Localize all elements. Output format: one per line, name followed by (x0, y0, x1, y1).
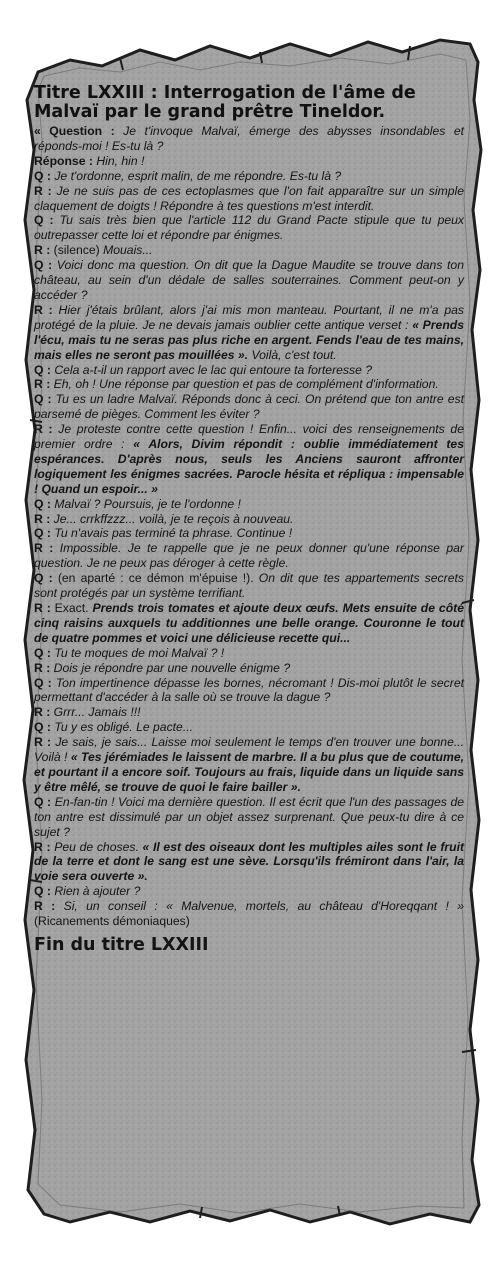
dialogue-entry (34, 795, 464, 840)
dialogue-entry (34, 154, 464, 169)
dialogue-entry (34, 735, 464, 795)
dialogue-text: Mouais... (99, 243, 153, 258)
dialogue-text: Hin, hin ! (96, 153, 145, 168)
dialogue-entry (34, 184, 464, 214)
dialogue-text: Malvaï ? Poursuis, je te l'ordonne ! (54, 496, 241, 511)
speaker-label: Q : (34, 675, 52, 690)
speaker-label: Q : (34, 720, 51, 735)
speaker-label: R : (34, 511, 51, 526)
speaker-label: Q : (34, 884, 51, 899)
dialogue-entry (34, 661, 464, 676)
speaker-label: Q : (34, 213, 54, 228)
dialogue-entry (34, 840, 464, 885)
speaker-label: R : (34, 735, 52, 750)
speaker-label: Q : (34, 496, 51, 511)
dialogue-entry (34, 541, 464, 571)
dialogue-text: (Ricanements démoniaques) (34, 914, 190, 929)
speaker-label: R : (34, 660, 51, 675)
dialogue-text: On dit que tes appartements secrets sont protégés par un système terrifiant. (34, 571, 464, 601)
dialogue-entry (34, 571, 464, 601)
speaker-label: R : (34, 183, 52, 198)
dialogue-entry (34, 422, 464, 497)
speaker-label: Q : (34, 526, 51, 541)
dialogue-entry (34, 258, 464, 303)
dialogue-text: Voici donc ma question. On dit que la Dague Maudite se trouve dans ton château, au sein d'un dédale de salles souterraines. Comment peut-on y accéder ? (34, 258, 464, 302)
dialogue-entry (34, 497, 464, 512)
dialogue-entry (34, 526, 464, 541)
end-title: Fin du titre LXXIII (34, 934, 209, 955)
dialogue-entry (34, 213, 464, 243)
speaker-label: R : (34, 541, 54, 556)
dialogue-entry (34, 646, 464, 661)
speaker-label: Q : (34, 258, 53, 273)
title-line-2: Malvaï par le grand prêtre Tineldor. (34, 102, 386, 122)
speaker-label: R : (34, 601, 51, 615)
speaker-label: Q : (34, 571, 53, 586)
dialogue-entry (34, 243, 464, 258)
document-body (34, 84, 464, 955)
title-line-1: Titre LXXIII : Interrogation de l'âme de (34, 83, 416, 103)
dialogue-text: Je... crrkffzzz... voilà, je te reçois à nouveau. (53, 511, 294, 526)
document-title (34, 84, 464, 122)
dialogue-text: Cela a-t-il un rapport avec le lac qui entoure ta forteresse ? (54, 362, 373, 377)
speaker-label: R : (34, 302, 53, 317)
riddle-text: « Il est des oiseaux dont les multiples ailes sont le fruit de la terre et dont le sang est une sève. Lorsqu'ils frémiront dans l'air, la voie sera ouverte ». (34, 839, 465, 884)
dialogue-text: Si, un conseil : « Malvenue, mortels, au château d'Horeqqant ! » (63, 899, 465, 914)
dialogue-text: Je t'ordonne, esprit malin, de me répondre. Es-tu là ? (54, 168, 342, 183)
dialogue-text: Tu es un ladre Malvaï. Réponds donc à ceci. On prétend que ton antre est parsemé de pièges. Comment les éviter ? (34, 392, 464, 422)
dialogue-text: Rien à ajouter ? (54, 884, 141, 899)
dialogue-text: Grrr... Jamais !!! (53, 705, 141, 720)
riddle-text: « Prends l'écu, mais tu ne seras pas plus riche en argent. Fends l'eau de tes mains, mais elles ne seront pas mouillées ». (34, 317, 464, 362)
dialogue-text: Tu n'avais pas terminé ta phrase. Continue ! (54, 526, 293, 541)
dialogue-entry (34, 377, 464, 392)
dialogue-text: Voilà, c'est tout. (248, 347, 337, 362)
dialogue-entry (34, 512, 464, 527)
dialogue-text: Je proteste contre cette question ! Enfin... voici des renseignements de premier ordre : (34, 422, 464, 452)
dialogue-entry (34, 392, 464, 422)
dialogue-entry (34, 884, 464, 899)
speaker-label: Q : (34, 362, 51, 377)
dialogue-entry (34, 676, 464, 706)
riddle-text: « Tes jérémiades le laissent de marbre. Il a bu plus que de coutume, et pourtant il a encore soif. Toujours au frais, liquide dans un liquide sans y être mêlé, se trouve de quoi le faire bailler ». (34, 750, 464, 794)
riddle-text: « Alors, Divim répondit : oublie immédiatement tes espérances. D'après nous, seuls les Anciens sauront affronter logiquement les énigmes sacrées. Parocle hésita et répliqua : impensable ! Quand un espoir... » (34, 437, 464, 496)
dialogue-text: Exact. (54, 601, 93, 615)
riddle-text: Prends trois tomates et ajoute deux œufs. Mets ensuite de côté cinq raisins auxquels tu additionnes une belle orange. Couronne le tout de quatre pommes et voici une délicieuse recette qui... (34, 601, 464, 645)
dialogue-entry (34, 720, 464, 735)
dialogue-text: En-fan-tin ! Voici ma dernière question. Il est écrit que l'un des passages de ton antre est dissimulé par un objet assez surprenant. Que peux-tu dire à ce sujet ? (34, 794, 464, 839)
speaker-label: « Question : (34, 124, 115, 138)
dialogue-text: Eh, oh ! Une réponse par question et pas de complément d'information. (53, 377, 439, 392)
speaker-label: R : (34, 243, 51, 258)
dialogue-entry (34, 899, 464, 929)
dialogue-text: (silence) (53, 243, 100, 258)
dialogue-text: Tu sais très bien que l'article 112 du Grand Pacte stipule que tu peux outrepasser cette loi et répondre par énigmes. (34, 213, 464, 243)
dialogue-text: Je ne suis pas de ces ectoplasmes que l'on fait apparaître sur un simple claquement de doigts ! Répondre à tes questions m'est interdit. (34, 183, 465, 213)
dialogue-entry (34, 363, 464, 378)
dialogue-text: Je sais, je sais... Laisse moi seulement le temps d'en trouver une bonne... Voilà ! (34, 735, 465, 765)
speaker-label: Q : (34, 794, 52, 809)
dialogue-entry (34, 169, 464, 184)
speaker-label: R : (34, 839, 51, 854)
dialogue-text: Impossible. Je te rappelle que je ne peux donner qu'une réponse par question. Je ne peux pas déroger à cette règle. (34, 541, 464, 571)
dialogue-entry (34, 303, 464, 363)
dialogue-text: Je t'invoque Malvaï, émerge des abysses insondables et réponds-moi ! Es-tu là ? (34, 124, 464, 153)
dialogue-text: (en aparté : ce démon m'épuise !). (57, 571, 254, 586)
speaker-label: R : (34, 705, 51, 720)
dialogue-text: Ton impertinence dépasse les bornes, nécromant ! Dis-moi plutôt le secret permettant d'accéder à la salle où se trouve la dague ? (34, 675, 464, 705)
speaker-label: Réponse : (34, 153, 93, 168)
speaker-label: Q : (34, 645, 51, 660)
dialogue-entry (34, 124, 464, 154)
dialogue-list (34, 124, 464, 929)
dialogue-text: Tu te moques de moi Malvaï ? ! (54, 645, 225, 660)
dialogue-text: Dois je répondre par une nouvelle énigme ? (53, 660, 291, 675)
dialogue-text: Hier j'étais brûlant, alors j'ai mis mon manteau. Pourtant, il ne m'a pas protégé de la pluie. Je ne devais jamais oublier cette antique verset : (34, 302, 464, 332)
dialogue-entry (34, 705, 464, 720)
dialogue-text: Tu y es obligé. Le pacte... (54, 720, 193, 735)
speaker-label: R : (34, 899, 56, 914)
dialogue-entry (34, 601, 464, 646)
speaker-label: R : (34, 422, 53, 437)
speaker-label: Q : (34, 392, 52, 407)
speaker-label: Q : (34, 168, 51, 183)
dialogue-text: Peu de choses. (54, 839, 143, 854)
speaker-label: R : (34, 377, 51, 392)
